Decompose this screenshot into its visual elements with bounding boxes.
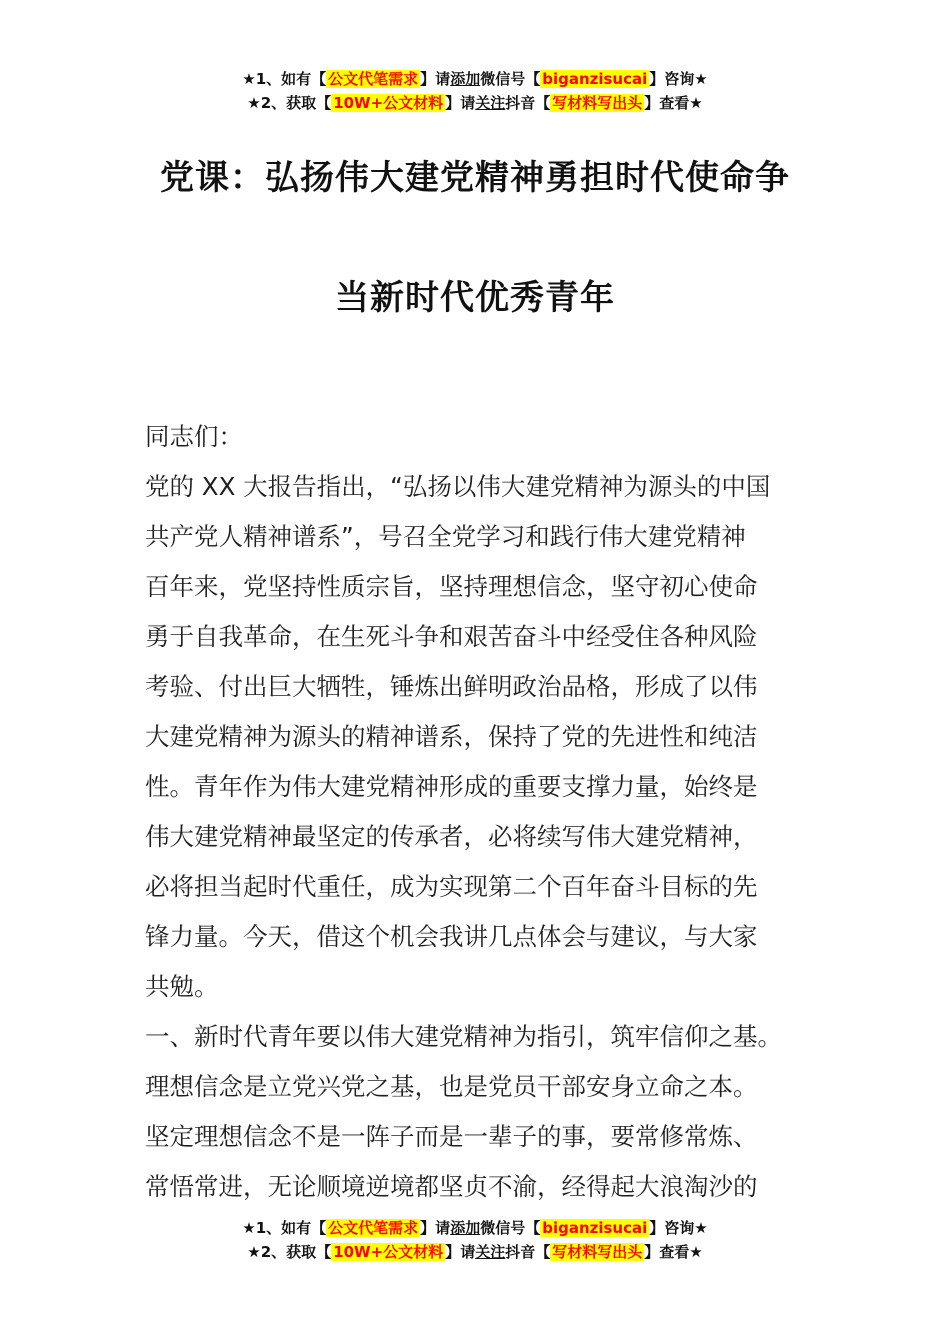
- banner-text: 】咨询★: [649, 70, 708, 88]
- banner-emphasis: 关注: [475, 94, 506, 112]
- banner-text: 】请: [445, 94, 476, 112]
- highlight-douyin-account: 写材料写出头: [552, 1243, 643, 1261]
- banner-line-2: [0, 91, 950, 115]
- banner-text: 】查看★: [644, 94, 703, 112]
- banner-text: 】咨询★: [649, 1219, 708, 1237]
- body-line: 同志们：: [145, 422, 243, 451]
- footer-banner: [0, 1216, 950, 1264]
- body-line: 考验、付出巨大牺牲，锤炼出鲜明政治品格，形成了以伟: [145, 672, 758, 701]
- highlight-wechat-id: biganzisucai: [542, 70, 648, 88]
- banner-emphasis: 关注: [475, 1243, 506, 1261]
- document-title-line-1: 党课：弘扬伟大建党精神勇担时代使命争: [160, 158, 790, 198]
- banner-text: 】请: [420, 1219, 451, 1237]
- highlight-materials: 10W+公文材料: [333, 94, 444, 112]
- body-line: 大建党精神为源头的精神谱系，保持了党的先进性和纯洁: [145, 722, 758, 751]
- banner-line-1: [0, 67, 950, 91]
- banner-text: ★1、如有【: [242, 70, 327, 88]
- banner-text: ★2、获取【: [247, 1243, 332, 1261]
- highlight-douyin-account: 写材料写出头: [552, 94, 643, 112]
- body-line: 锋力量。今天，借这个机会我讲几点体会与建议，与大家: [145, 922, 758, 951]
- banner-text: 抖音【: [505, 94, 551, 112]
- body-line: 百年来，党坚持性质宗旨，坚持理想信念，坚守初心使命: [145, 572, 758, 601]
- banner-text: 】请: [445, 1243, 476, 1261]
- body-line: 共勉。: [145, 972, 219, 1001]
- body-line: 理想信念是立党兴党之基，也是党员干部安身立命之本。: [145, 1072, 758, 1101]
- highlight-ghostwriting: 公文代笔需求: [328, 1219, 419, 1237]
- body-line: 勇于自我革命，在生死斗争和艰苦奋斗中经受住各种风险: [145, 622, 758, 651]
- banner-line-2: [0, 1240, 950, 1264]
- body-line: 坚定理想信念不是一阵子而是一辈子的事，要常修常炼、: [145, 1122, 758, 1151]
- body-line: 共产党人精神谱系”，号召全党学习和践行伟大建党精神: [145, 522, 746, 551]
- banner-text: 】请: [420, 70, 451, 88]
- body-line: 常悟常进，无论顺境逆境都坚贞不渝，经得起大浪淘沙的: [145, 1172, 758, 1201]
- document-title-line-2: 当新时代优秀青年: [335, 278, 615, 318]
- body-line: 必将担当起时代重任，成为实现第二个百年奋斗目标的先: [145, 872, 758, 901]
- banner-text: 微信号【: [480, 1219, 541, 1237]
- banner-emphasis: 添加: [450, 70, 481, 88]
- section-heading-1: 一、新时代青年要以伟大建党精神为指引，筑牢信仰之基。: [145, 1022, 782, 1051]
- header-banner: [0, 67, 950, 115]
- document-body: [145, 412, 810, 1212]
- banner-text: 抖音【: [505, 1243, 551, 1261]
- body-line: 性。青年作为伟大建党精神形成的重要支撑力量，始终是: [145, 772, 758, 801]
- banner-emphasis: 添加: [450, 1219, 481, 1237]
- banner-text: ★2、获取【: [247, 94, 332, 112]
- banner-text: 】查看★: [644, 1243, 703, 1261]
- body-line: 党的 XX 大报告指出，“弘扬以伟大建党精神为源头的中国: [145, 472, 771, 501]
- highlight-wechat-id: biganzisucai: [542, 1219, 648, 1237]
- highlight-ghostwriting: 公文代笔需求: [328, 70, 419, 88]
- banner-text: 微信号【: [480, 70, 541, 88]
- body-line: 伟大建党精神最坚定的传承者，必将续写伟大建党精神，: [145, 822, 758, 851]
- highlight-materials: 10W+公文材料: [333, 1243, 444, 1261]
- banner-text: ★1、如有【: [242, 1219, 327, 1237]
- banner-line-1: [0, 1216, 950, 1240]
